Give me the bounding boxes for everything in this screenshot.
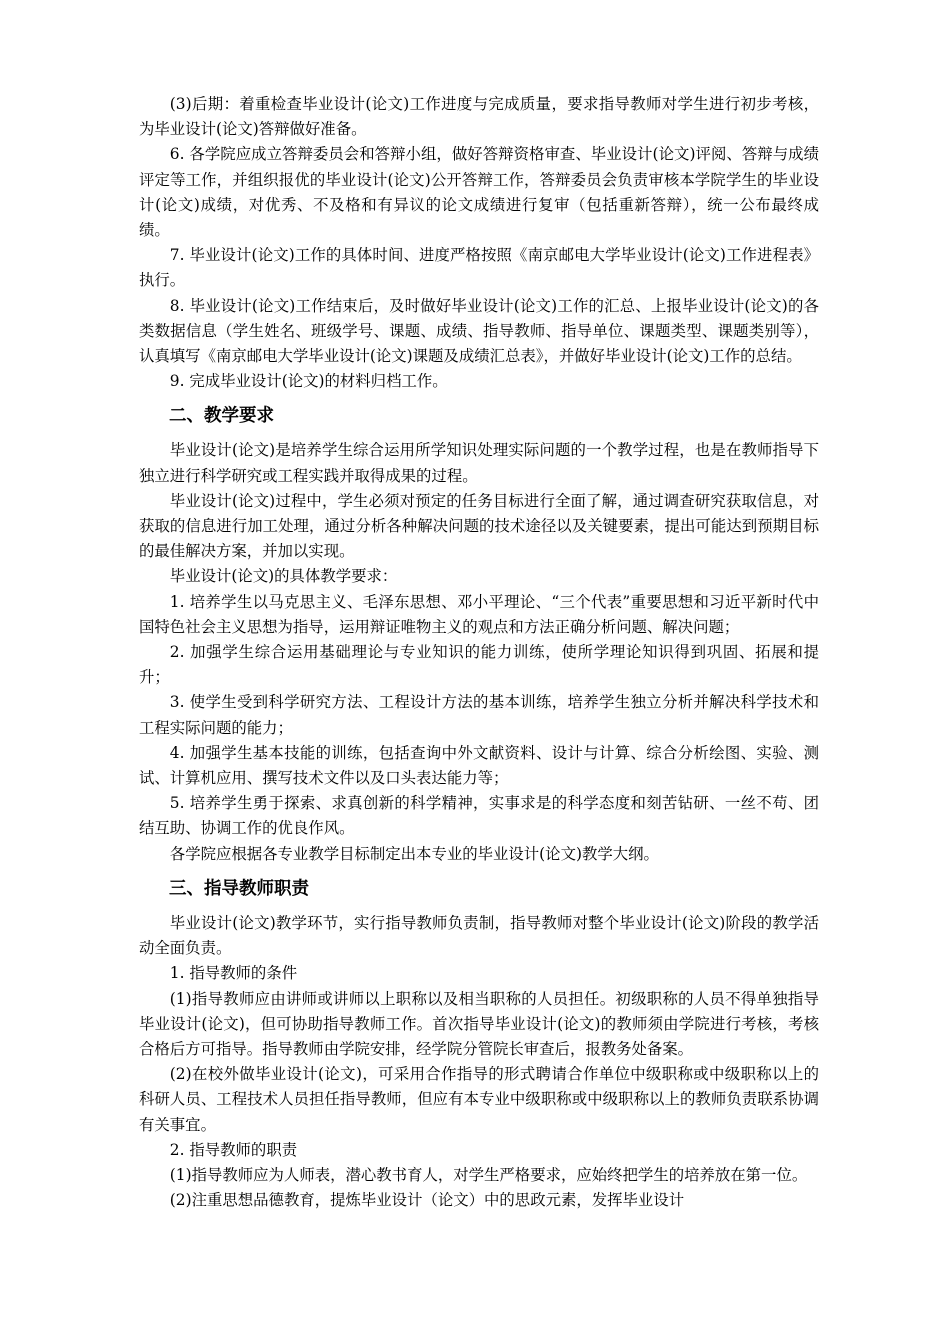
paragraph: 各学院应根据各专业教学目标制定出本专业的毕业设计(论文)教学大纲。 (169, 844, 659, 863)
paragraph: (2)注重思想品德教育，提炼毕业设计（论文）中的思政元素，发挥毕业设计 (169, 1191, 685, 1210)
paragraph: 2. 指导教师的职责 (169, 1140, 298, 1159)
paragraph: 毕业设计(论文)的具体教学要求： (169, 567, 398, 586)
paragraph: 7. 毕业设计(论文)工作的具体时间、进度严格按照《南京邮电大学毕业设计(论文)工作进程表》执行。 (139, 246, 819, 290)
paragraph: 毕业设计(论文)教学环节，实行指导教师负责制，指导教师对整个毕业设计(论文)阶段的教学活动全面负责。 (139, 913, 819, 958)
paragraph: 6. 各学院应成立答辩委员会和答辩小组，做好答辩资格审查、毕业设计(论文)评阅、答辩与成绩评定等工作，并组织报优的毕业设计(论文)公开答辩工作，答辩委员会负责审核本学院学生的毕业设计(论文)成绩，对优秀、不及格和有异议的论文成绩进行复审（包括重新答辩），统一公布最终成绩。 (139, 145, 819, 240)
paragraph: 1. 指导教师的条件 (169, 964, 298, 983)
paragraph: (1)指导教师应为人师表，潜心教书育人，对学生严格要求，应始终把学生的培养放在第一位。 (169, 1165, 808, 1184)
paragraph: (1)指导教师应由讲师或讲师以上职称以及相当职称的人员担任。初级职称的人员不得单独指导毕业设计(论文)，但可协助指导教师工作。首次指导毕业设计(论文)的教师须由学院进行考核，考核合格后方可指导。指导教师由学院安排，经学院分管院长审查后，报教务处备案。 (139, 989, 819, 1058)
section-heading-advisor-duties: 三、指导教师职责 (169, 878, 309, 899)
paragraph: 9. 完成毕业设计(论文)的材料归档工作。 (169, 372, 448, 391)
paragraph: 2. 加强学生综合运用基础理论与专业知识的能力训练，使所学理论知识得到巩固、拓展和提升； (139, 643, 819, 687)
section-heading-teaching-requirements: 二、教学要求 (169, 406, 274, 427)
paragraph: 4. 加强学生基本技能的训练，包括查询中外文献资料、设计与计算、综合分析绘图、实验、测试、计算机应用、撰写技术文件以及口头表达能力等； (139, 743, 819, 788)
paragraph: 1. 培养学生以马克思主义、毛泽东思想、邓小平理论、“三个代表”重要思想和习近平新时代中国特色社会主义思想为指导，运用辩证唯物主义的观点和方法正确分析问题、解决问题； (139, 592, 819, 636)
paragraph: 毕业设计(论文)是培养学生综合运用所学知识处理实际问题的一个教学过程，也是在教师指导下独立进行科学研究或工程实践并取得成果的过程。 (139, 441, 819, 485)
document-page (139, 92, 819, 1213)
paragraph: 8. 毕业设计(论文)工作结束后，及时做好毕业设计(论文)工作的汇总、上报毕业设计(论文)的各类数据信息（学生姓名、班级学号、课题、成绩、指导教师、指导单位、课题类型、课题类别等），认真填写《南京邮电大学毕业设计(论文)课题及成绩汇总表》，并做好毕业设计(论文)工作的总结。 (139, 296, 819, 366)
paragraph: (2)在校外做毕业设计(论文)，可采用合作指导的形式聘请合作单位中级职称或中级职称以上的科研人员、工程技术人员担任指导教师，但应有本专业中级职称或中级职称以上的教师负责联系协调有关事宜。 (139, 1065, 819, 1134)
paragraph: 毕业设计(论文)过程中，学生必须对预定的任务目标进行全面了解，通过调查研究获取信息，对获取的信息进行加工处理，通过分析各种解决问题的技术途径以及关键要素，提出可能达到预期目标的最佳解决方案，并加以实现。 (139, 491, 819, 561)
paragraph: 3. 使学生受到科学研究方法、工程设计方法的基本训练，培养学生独立分析并解决科学技术和工程实际问题的能力； (139, 693, 819, 737)
paragraph: 5. 培养学生勇于探索、求真创新的科学精神，实事求是的科学态度和刻苦钻研、一丝不苟、团结互助、协调工作的优良作风。 (139, 794, 819, 838)
paragraph: (3)后期：着重检查毕业设计(论文)工作进度与完成质量，要求指导教师对学生进行初步考核，为毕业设计(论文)答辩做好准备。 (139, 95, 819, 139)
